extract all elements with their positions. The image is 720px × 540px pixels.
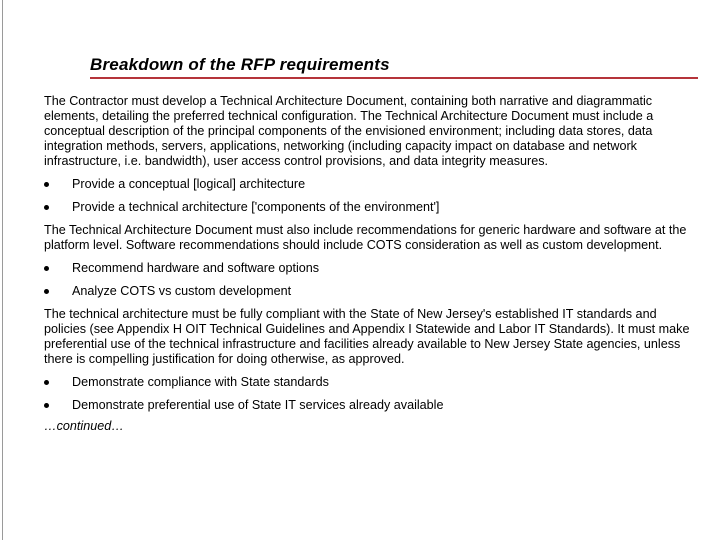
bullet-item — [44, 200, 694, 215]
bullet-item — [44, 398, 694, 413]
bullet-dot-icon — [44, 289, 49, 294]
bullet-dot-icon — [44, 266, 49, 271]
bullet-list-architecture — [44, 177, 694, 215]
bullet-text: Provide a conceptual [logical] architecture — [72, 177, 306, 191]
paragraph-architecture-document: The Contractor must develop a Technical Architecture Document, containing both narrative and diagrammatic elements, detailing the preferred technical configuration. The Technical Architecture Document must include a conceptual description of the principal components of the envisioned environment; including data stores, data integration methods, servers, applications, networking (including capacity impact on database and network infrastructure, i.e. bandwidth), user access control provisions, and data integrity measures. — [44, 94, 654, 168]
bullet-dot-icon — [44, 403, 49, 408]
bullet-list-compliance — [44, 375, 694, 413]
continued-note: …continued… — [44, 419, 124, 433]
paragraph-hardware-software: The Technical Architecture Document must also include recommendations for generic hardware and software at the platform level. Software recommendations should include COTS consideration as well as custom development. — [44, 223, 687, 252]
bullet-text: Demonstrate compliance with State standards — [72, 375, 329, 389]
bullet-text: Provide a technical architecture ['components of the environment'] — [72, 200, 440, 214]
bullet-item — [44, 261, 694, 276]
bullet-item — [44, 284, 694, 299]
left-border-line — [2, 0, 3, 540]
paragraph-compliance: The technical architecture must be fully compliant with the State of New Jersey's established IT standards and policies (see Appendix H OIT Technical Guidelines and Appendix I Statewide and Labor IT Standards). It must make preferential use of the technical infrastructure and facilities already available to New Jersey State agencies, unless there is compelling justification for doing otherwise, as approved. — [44, 307, 690, 366]
bullet-dot-icon — [44, 380, 49, 385]
bullet-item — [44, 375, 694, 390]
bullet-text: Demonstrate preferential use of State IT services already available — [72, 398, 444, 412]
bullet-text: Analyze COTS vs custom development — [72, 284, 292, 298]
bullet-list-hardware-software — [44, 261, 694, 299]
slide-title: Breakdown of the RFP requirements — [90, 55, 390, 74]
bullet-text: Recommend hardware and software options — [72, 261, 320, 275]
bullet-dot-icon — [44, 205, 49, 210]
bullet-dot-icon — [44, 182, 49, 187]
title-underline — [90, 77, 698, 79]
bullet-item — [44, 177, 694, 192]
slide-body — [44, 94, 694, 434]
